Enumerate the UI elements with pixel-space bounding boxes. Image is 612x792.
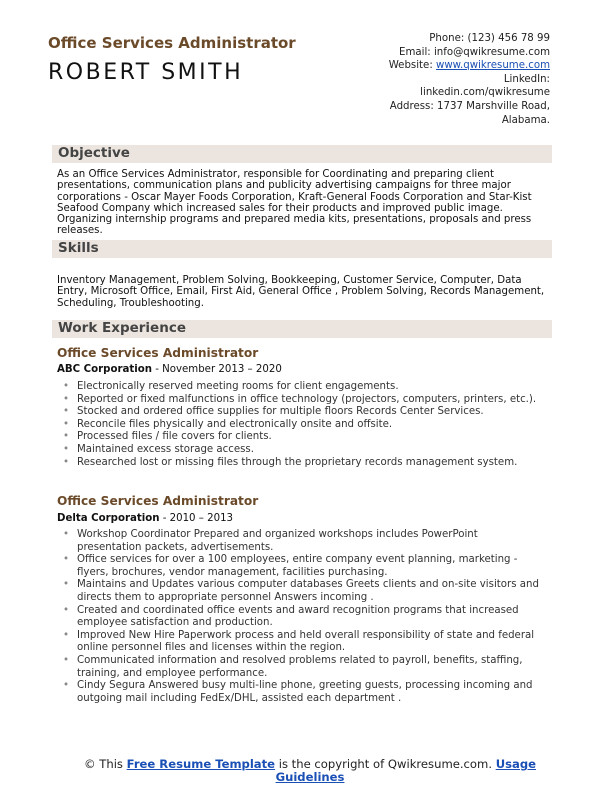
contact-email: Email: info@qwikresume.com <box>399 46 550 58</box>
candidate-name: ROBERT SMITH <box>48 60 244 85</box>
job-company-line <box>57 364 282 375</box>
list-item: • Created and coordinated office events and award recognition programs that increased employee satisfaction and production. <box>63 605 543 630</box>
job-title-header: Office Services Administrator <box>48 34 296 52</box>
usage-guidelines-link[interactable]: Usage Guidelines <box>275 757 536 784</box>
skills-text: Inventory Management, Problem Solving, Bookkeeping, Customer Service, Computer, Data Entry, Microsoft Office, Email, First Aid, General Office , Problem Solving, Records Management, Scheduling, Troubleshooting. <box>57 275 545 309</box>
list-item: • Maintains and Updates various computer databases Greets clients and on-site visitors and directs them to appropriate personnel Answers incoming . <box>63 579 543 604</box>
contact-block <box>330 32 550 127</box>
footer-prefix: © This <box>83 757 127 771</box>
objective-heading: Objective <box>58 145 130 161</box>
footer-middle: is the copyright of Qwikresume.com. <box>275 757 496 771</box>
job-dates: - November 2013 – 2020 <box>151 364 282 375</box>
contact-address-line2: Alabama. <box>501 114 550 126</box>
work-experience-heading: Work Experience <box>58 320 186 336</box>
job-title: Office Services Administrator <box>57 346 259 360</box>
company-name: Delta Corporation <box>57 513 160 524</box>
list-item: • Electronically reserved meeting rooms for client engagements. <box>63 381 543 394</box>
contact-address-line1: Address: 1737 Marshville Road, <box>389 100 550 112</box>
skills-heading: Skills <box>58 240 99 256</box>
job-dates: - 2010 – 2013 <box>159 513 234 524</box>
contact-linkedin-value: linkedin.com/qwikresume <box>420 87 550 99</box>
list-item: • Workshop Coordinator Prepared and organized workshops includes PowerPoint presentation packets, advertisements. <box>63 529 543 554</box>
job-title: Office Services Administrator <box>57 494 259 508</box>
website-link[interactable]: www.qwikresume.com <box>435 60 550 72</box>
job-bullet-list <box>63 381 543 469</box>
list-item: • Improved New Hire Paperwork process and held overall responsibility of state and federal online personnel files and licenses within the region. <box>63 630 543 655</box>
list-item: • Cindy Segura Answered busy multi-line phone, greeting guests, processing incoming and outgoing mail including FedEx/DHL, assisted each department . <box>63 680 543 705</box>
skills-section-bar <box>52 240 552 258</box>
list-item: • Researched lost or missing files through the proprietary records management system. <box>63 457 543 470</box>
job-company-line <box>57 513 233 524</box>
list-item: • Stocked and ordered office supplies for multiple floors Records Center Services. <box>63 406 543 419</box>
company-name: ABC Corporation <box>57 364 152 375</box>
contact-website <box>330 59 550 73</box>
list-item: • Communicated information and resolved problems related to payroll, benefits, staffing, training, and employee performance. <box>63 655 543 680</box>
list-item: • Maintained excess storage access. <box>63 444 543 457</box>
job-bullet-list <box>63 529 543 705</box>
objective-text: As an Office Services Administrator, responsible for Coordinating and preparing client presentations, communication plans and publicity advertising campaigns for three major corporations - Oscar Mayer Foods Corporation, Kraft-General Foods Corporation and Star-Kist Seafood Company which increased sales for their products and improved public image. Organizing internship programs and prepared media kits, presentations, proposals and press releases. <box>57 169 532 237</box>
contact-linkedin-label: LinkedIn: <box>503 73 550 85</box>
website-label: Website: <box>388 60 436 72</box>
copyright-footer <box>60 758 560 784</box>
list-item: • Office services for over a 100 employees, entire company event planning, marketing - flyers, brochures, vendor management, facilities purchasing. <box>63 554 543 579</box>
list-item: • Reconcile files physically and electronically onsite and offsite. <box>63 419 543 432</box>
list-item: • Reported or fixed malfunctions in office technology (projectors, computers, printers, etc.). <box>63 394 543 407</box>
free-resume-template-link[interactable]: Free Resume Template <box>126 757 276 771</box>
contact-phone: Phone: (123) 456 78 99 <box>429 33 550 44</box>
list-item: • Processed files / file covers for clients. <box>63 431 543 444</box>
